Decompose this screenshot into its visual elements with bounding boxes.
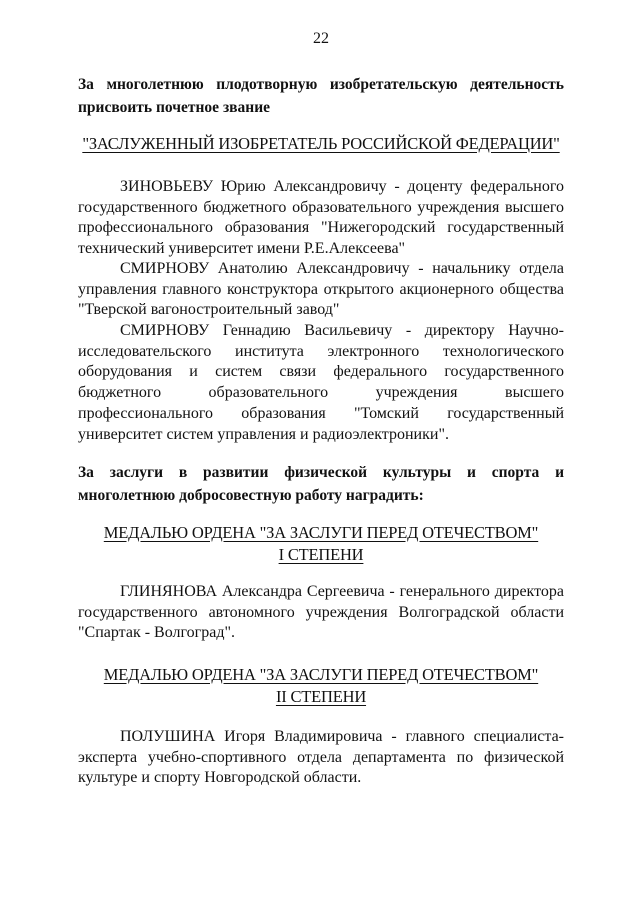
person-polushin: ПОЛУШИНА Игоря Владимировича - главного специалиста-эксперта учебно-спортивного отдела департамента по физической культуре и спорту Новгородской области.: [78, 728, 564, 787]
section-intro-inventor: За многолетнюю плодотворную изобретательскую деятельность присвоить почетное звание: [78, 76, 564, 116]
award-medal-1-title-line2: I СТЕПЕНИ: [278, 545, 364, 564]
person-glinyanov: ГЛИНЯНОВА Александра Сергеевича - генерального директора государственного автономного учреждения Волгоградской области "Спартак - Волгоград".: [78, 583, 564, 642]
award-medal-2-title: [78, 664, 564, 708]
award-medal-2-title-line2: II СТЕПЕНИ: [275, 687, 367, 706]
award-medal-1-title: [78, 522, 564, 566]
section-intro-sport: За заслуги в развитии физической культуры и спорта и многолетнюю добросовестную работу наградить:: [78, 464, 564, 504]
person-smirnov-gennady: СМИРНОВУ Геннадию Васильевичу - директору Научно-исследовательского института электронного технологического оборудования и систем связи федерального государственного бюджетного образовательного учреждения высшего профессионального образования "Томский государственный университет систем управления и радиоэлектроники".: [78, 322, 564, 443]
honorary-title-inventor: "ЗАСЛУЖЕННЫЙ ИЗОБРЕТАТЕЛЬ РОССИЙСКОЙ ФЕДЕРАЦИИ": [82, 134, 560, 153]
person-smirnov-anatoly: СМИРНОВУ Анатолию Александровичу - начальнику отдела управления главного конструктора открытого акционерного общества "Тверской вагоностроительный завод": [78, 260, 564, 319]
award-medal-1-title-line1: МЕДАЛЬЮ ОРДЕНА "ЗА ЗАСЛУГИ ПЕРЕД ОТЕЧЕСТВОМ": [103, 523, 539, 542]
person-zinovyev: ЗИНОВЬЕВУ Юрию Александровичу - доценту федерального государственного бюджетного образовательного учреждения высшего профессионального образования "Нижегородский государственный технический университет имени Р.Е.Алексеева": [78, 178, 564, 258]
award-medal-2-title-line1: МЕДАЛЬЮ ОРДЕНА "ЗА ЗАСЛУГИ ПЕРЕД ОТЕЧЕСТВОМ": [103, 665, 539, 684]
page-number: 22: [313, 30, 329, 47]
